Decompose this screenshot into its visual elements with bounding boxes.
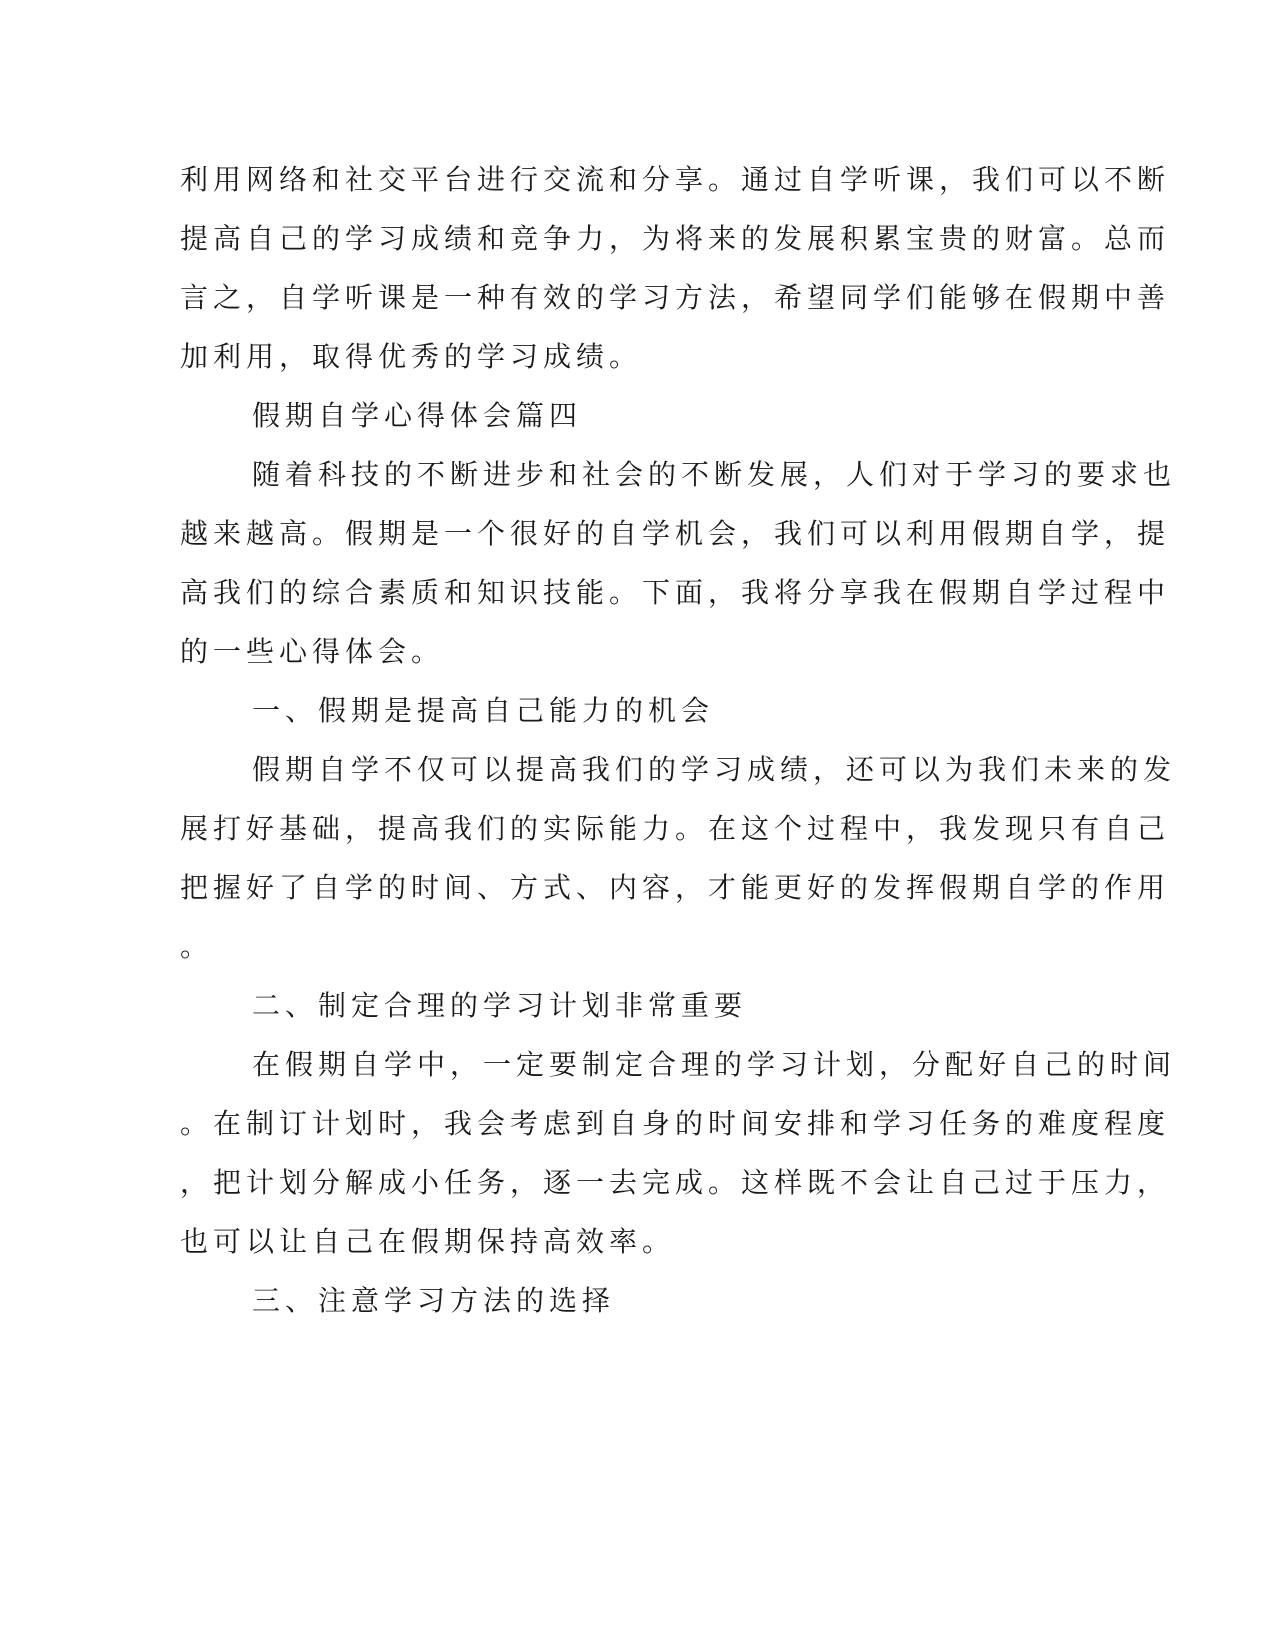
text-line: 提高自己的学习成绩和竞争力，为将来的发展积累宝贵的财富。总而 <box>180 222 1171 255</box>
text-line: 也可以让自己在假期保持高效率。 <box>180 1225 676 1258</box>
text-line: 假期自学不仅可以提高我们的学习成绩，还可以为我们未来的发 <box>252 753 1177 786</box>
text-line: 利用网络和社交平台进行交流和分享。通过自学听课，我们可以不断 <box>180 163 1171 196</box>
text-line: 随着科技的不断进步和社会的不断发展，人们对于学习的要求也 <box>252 458 1177 491</box>
text-line: 把握好了自学的时间、方式、内容，才能更好的发挥假期自学的作用 <box>180 871 1171 904</box>
text-line: 在假期自学中，一定要制定合理的学习计划，分配好自己的时间 <box>252 1048 1177 1081</box>
text-line: 越来越高。假期是一个很好的自学机会，我们可以利用假期自学，提 <box>180 517 1171 550</box>
text-line: 加利用，取得优秀的学习成绩。 <box>180 340 643 373</box>
section-heading: 三、注意学习方法的选择 <box>252 1284 616 1317</box>
text-line: 的一些心得体会。 <box>180 635 445 668</box>
section-heading: 二、制定合理的学习计划非常重要 <box>252 989 748 1022</box>
text-line: ，把计划分解成小任务，逐一去完成。这样既不会让自己过于压力， <box>180 1166 1171 1199</box>
section-heading: 假期自学心得体会篇四 <box>252 399 583 432</box>
text-line: 展打好基础，提高我们的实际能力。在这个过程中，我发现只有自己 <box>180 812 1171 845</box>
text-line: 。 <box>180 930 214 963</box>
section-heading: 一、假期是提高自己能力的机会 <box>252 694 715 727</box>
text-line: 言之，自学听课是一种有效的学习方法，希望同学们能够在假期中善 <box>180 281 1171 314</box>
text-line: 高我们的综合素质和知识技能。下面，我将分享我在假期自学过程中 <box>180 576 1171 609</box>
text-line: 。在制订计划时，我会考虑到自身的时间安排和学习任务的难度程度 <box>180 1107 1171 1140</box>
